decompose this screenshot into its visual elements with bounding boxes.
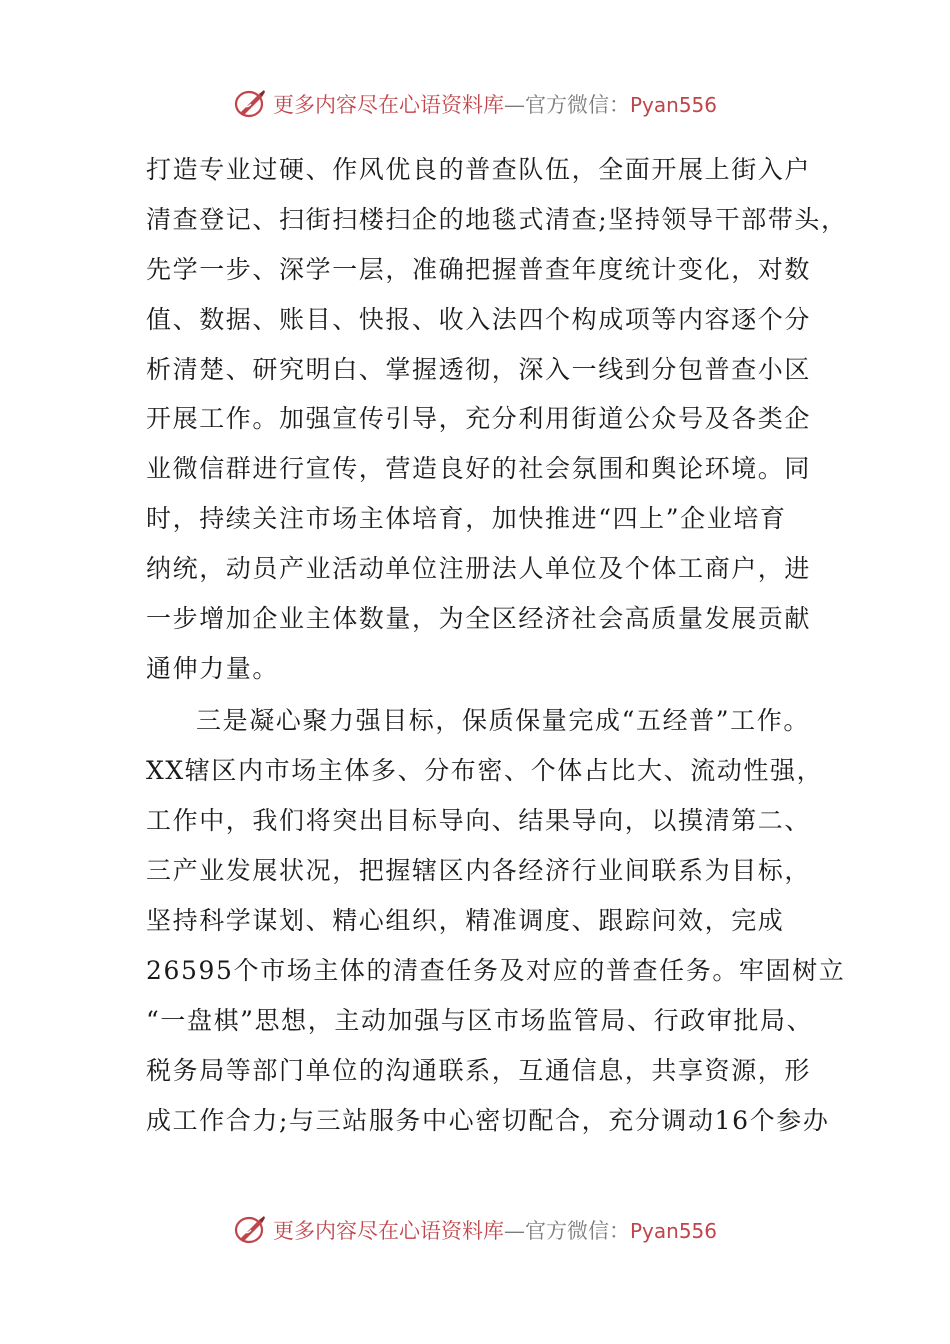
body-line: 析清楚、研究明白、掌握透彻，深入一线到分包普查小区 [146,355,812,384]
footer-dash: — [503,1219,525,1243]
header-brand: 更多内容尽在心语资料库 [272,93,504,117]
body-line: 纳统，动员产业活动单位注册法人单位及个体工商户，进 [146,554,812,583]
body-line: 通伸力量。 [146,654,280,683]
footer-brand: 更多内容尽在心语资料库 [272,1219,504,1243]
body-line: 坚持科学谋划、精心组织，精准调度、跟踪问效，完成 [146,906,785,935]
body-line: 成工作合力;与三站服务中心密切配合，充分调动16个参办 [146,1106,830,1135]
paragraph-start-line: 三是凝心聚力强目标，保质保量完成“五经普”工作。 [196,706,810,735]
body-line: 时，持续关注市场主体培育，加快推进“四上”企业培育 [146,504,787,533]
body-line: 一步增加企业主体数量，为全区经济社会高质量发展贡献 [146,604,812,633]
footer-banner [0,1210,950,1250]
body-line: 26595个市场主体的清查任务及对应的普查任务。牢固树立 [146,956,846,985]
body-line: 税务局等部门单位的沟通联系，互通信息，共享资源，形 [146,1056,812,1085]
footer-wechat-id: Pyan556 [629,1219,717,1243]
footer-wechat-label: 官方微信： [524,1219,630,1243]
body-line: “一盘棋”思想，主动加强与区市场监管局、行政审批局、 [146,1006,814,1035]
body-line: 值、数据、账目、快报、收入法四个构成项等内容逐个分 [146,305,812,334]
body-line: 打造专业过硬、作风优良的普查队伍，全面开展上街入户 [146,155,812,184]
body-line: 开展工作。加强宣传引导，充分利用街道公众号及各类企 [146,404,812,433]
quill-logo-icon [233,1212,269,1248]
body-line: XX辖区内市场主体多、分布密、个体占比大、流动性强， [146,756,824,785]
body-line: 清查登记、扫街扫楼扫企的地毯式清查;坚持领导干部带头， [146,205,848,234]
body-line: 业微信群进行宣传，营造良好的社会氛围和舆论环境。同 [146,454,812,483]
footer-text [273,1215,717,1245]
header-wechat-label: 官方微信： [524,93,630,117]
body-line: 工作中，我们将突出目标导向、结果导向，以摸清第二、 [146,806,812,835]
header-dash: — [503,93,525,117]
header-wechat-id: Pyan556 [629,93,717,117]
body-line: 三产业发展状况，把握辖区内各经济行业间联系为目标， [146,856,812,885]
body-line: 先学一步、深学一层，准确把握普查年度统计变化，对数 [146,255,812,284]
